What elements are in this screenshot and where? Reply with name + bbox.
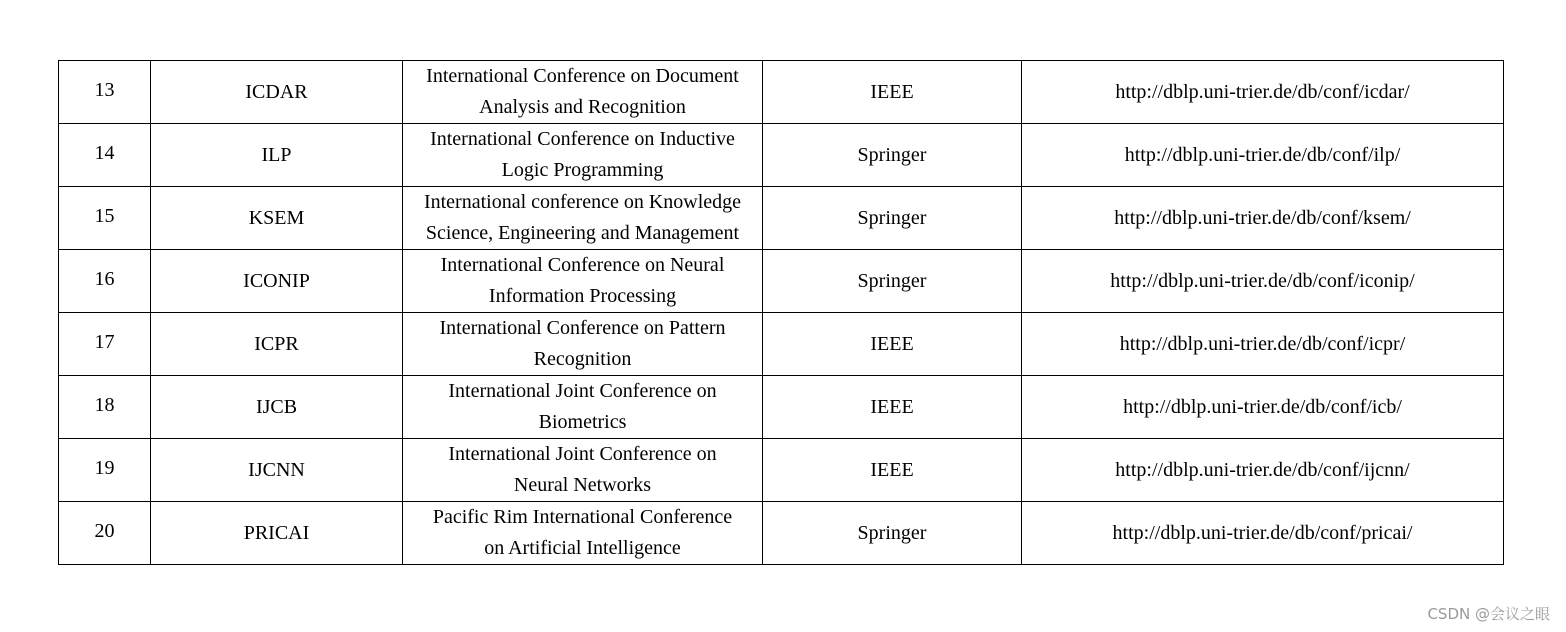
conference-name-line-1: International Joint Conference on	[448, 380, 717, 402]
row-number-cell	[59, 124, 151, 187]
table-row	[59, 502, 1504, 565]
row-number-cell	[59, 439, 151, 502]
row-number: 19	[94, 456, 115, 479]
conference-full-name	[403, 502, 763, 565]
conference-name-line-2: Analysis and Recognition	[479, 96, 686, 118]
conference-name-line-2: Information Processing	[488, 285, 677, 307]
publisher: Springer	[763, 502, 1022, 565]
row-number: 16	[94, 267, 115, 290]
conference-name-line-1: International Conference on Pattern	[439, 317, 726, 339]
conference-name-line-1: Pacific Rim International Conference	[432, 506, 733, 528]
row-number-cell	[59, 313, 151, 376]
dblp-url: http://dblp.uni-trier.de/db/conf/icdar/	[1022, 61, 1504, 124]
table-row	[59, 124, 1504, 187]
publisher: Springer	[763, 124, 1022, 187]
conference-full-name	[403, 187, 763, 250]
conference-abbreviation: PRICAI	[151, 502, 403, 565]
table-row	[59, 61, 1504, 124]
conference-abbreviation: IJCNN	[151, 439, 403, 502]
table-row	[59, 187, 1504, 250]
conference-name-line-2: Neural Networks	[513, 474, 652, 496]
conference-name-line-1: International Joint Conference on	[448, 443, 717, 465]
conference-table	[58, 60, 1504, 565]
conference-full-name	[403, 124, 763, 187]
conference-name-line-2: Science, Engineering and Management	[425, 222, 740, 244]
dblp-url: http://dblp.uni-trier.de/db/conf/pricai/	[1022, 502, 1504, 565]
conference-table-body	[59, 61, 1504, 565]
publisher: Springer	[763, 250, 1022, 313]
publisher: IEEE	[763, 376, 1022, 439]
conference-name-line-1: International conference on Knowledge	[423, 191, 742, 213]
conference-name-line-1: International Conference on Neural	[440, 254, 725, 276]
conference-name-line-2: Logic Programming	[501, 159, 664, 181]
conference-abbreviation: IJCB	[151, 376, 403, 439]
table-row	[59, 439, 1504, 502]
dblp-url: http://dblp.uni-trier.de/db/conf/ksem/	[1022, 187, 1504, 250]
conference-name-line-2: on Artificial Intelligence	[484, 537, 681, 559]
row-number-cell	[59, 187, 151, 250]
dblp-url: http://dblp.uni-trier.de/db/conf/ijcnn/	[1022, 439, 1504, 502]
dblp-url: http://dblp.uni-trier.de/db/conf/iconip/	[1022, 250, 1504, 313]
row-number: 17	[94, 330, 115, 353]
conference-abbreviation: ICPR	[151, 313, 403, 376]
conference-name-line-2: Biometrics	[538, 411, 627, 433]
dblp-url: http://dblp.uni-trier.de/db/conf/ilp/	[1022, 124, 1504, 187]
conference-full-name	[403, 376, 763, 439]
dblp-url: http://dblp.uni-trier.de/db/conf/icb/	[1022, 376, 1504, 439]
conference-abbreviation: ILP	[151, 124, 403, 187]
publisher: IEEE	[763, 313, 1022, 376]
row-number-cell	[59, 502, 151, 565]
table-row	[59, 313, 1504, 376]
table-row	[59, 376, 1504, 439]
conference-name-line-1: International Conference on Inductive	[430, 128, 735, 150]
conference-name-line-2: Recognition	[533, 348, 632, 370]
row-number-cell	[59, 61, 151, 124]
row-number-cell	[59, 376, 151, 439]
conference-full-name	[403, 439, 763, 502]
row-number: 14	[94, 141, 115, 164]
row-number: 20	[94, 519, 115, 542]
publisher: IEEE	[763, 61, 1022, 124]
publisher: Springer	[763, 187, 1022, 250]
conference-full-name	[403, 250, 763, 313]
row-number-cell	[59, 250, 151, 313]
conference-abbreviation: ICDAR	[151, 61, 403, 124]
conference-abbreviation: ICONIP	[151, 250, 403, 313]
publisher: IEEE	[763, 439, 1022, 502]
row-number: 13	[94, 78, 115, 101]
row-number: 18	[94, 393, 115, 416]
csdn-watermark: CSDN @会议之眼	[1427, 605, 1550, 623]
conference-full-name	[403, 61, 763, 124]
conference-name-line-1: International Conference on Document	[426, 65, 739, 87]
dblp-url: http://dblp.uni-trier.de/db/conf/icpr/	[1022, 313, 1504, 376]
conference-full-name	[403, 313, 763, 376]
conference-abbreviation: KSEM	[151, 187, 403, 250]
row-number: 15	[94, 204, 115, 227]
table-row	[59, 250, 1504, 313]
